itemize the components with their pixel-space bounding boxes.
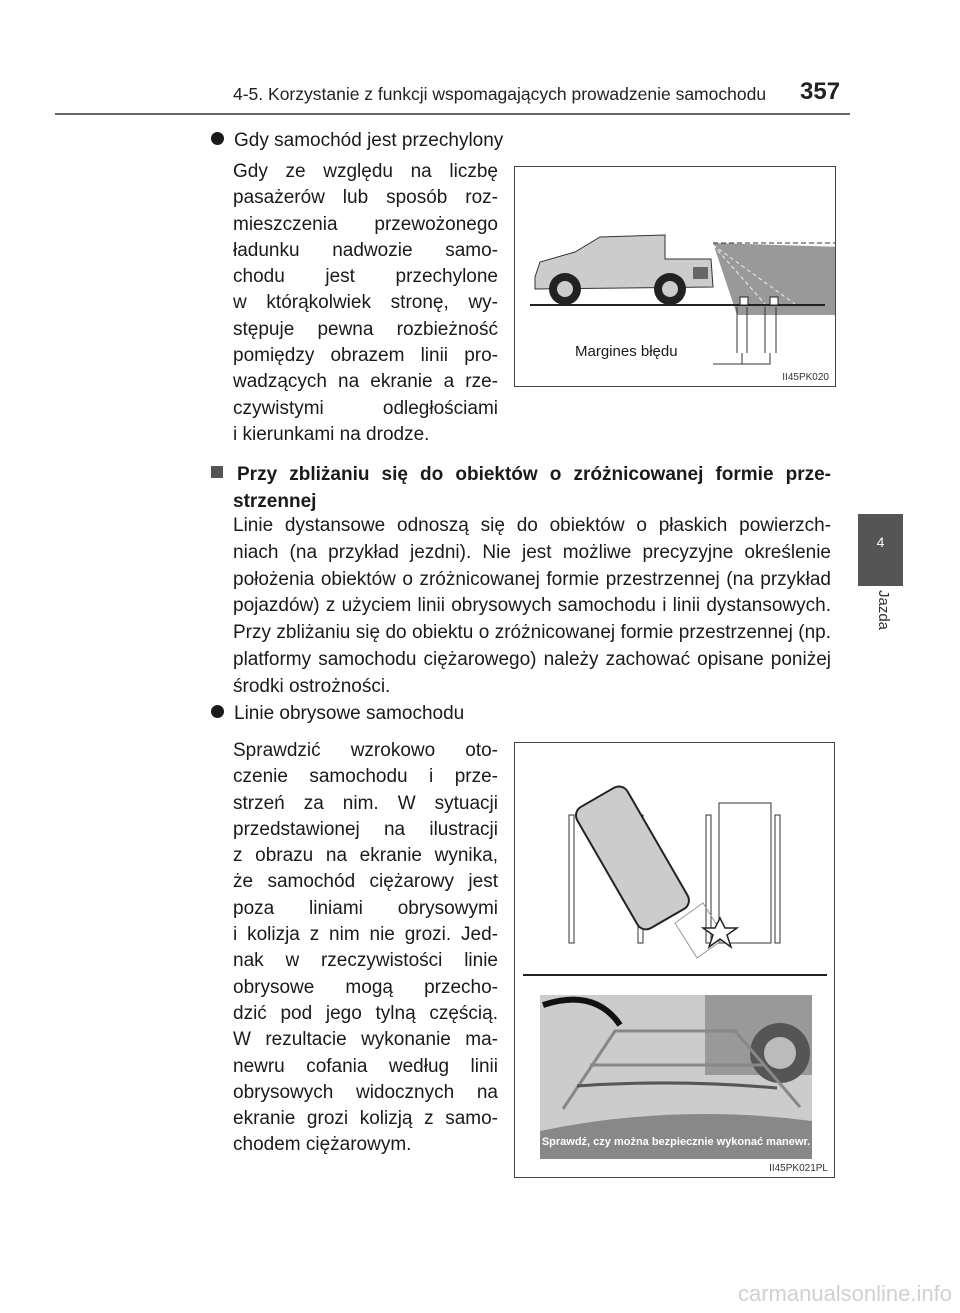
text-line: nak w rzeczywistości linie <box>233 950 498 972</box>
heading-line: Przy zbliżaniu się do obiektów o zróżnicowanej formie prze- <box>237 464 831 485</box>
text-line: przedstawionej na ilustracji <box>233 818 498 840</box>
text-line: niach (na przykład jezdni). Nie jest możliwe precyzyjne określenie <box>233 541 831 563</box>
figure-truck-collision <box>514 742 835 1178</box>
text-line: obrysowych widocznych na <box>233 1081 498 1103</box>
section-header: 4-5. Korzystanie z funkcji wspomagających prowadzenie samochodu <box>233 84 767 104</box>
text-line: pojazdów) z użyciem linii obrysowych samochodu i linii dystansowych. <box>233 595 831 617</box>
text-line: Linie dystansowe odnoszą się do obiektów o płaskich powierzch- <box>233 515 831 536</box>
text-line: chodem ciężarowym. <box>233 1134 412 1156</box>
text-line: z obrazu na ekranie wynika, <box>233 845 498 867</box>
text-line: w którąkolwiek stronę, wy- <box>233 292 498 314</box>
paragraph-tilted <box>233 159 498 448</box>
paragraph-outline-lines <box>233 738 498 1159</box>
figure-code: II45PK021PL <box>769 1163 828 1174</box>
text-line: strzeń za nim. W sytuacji <box>233 792 498 814</box>
subheading-text: Linie obrysowe samochodu <box>234 703 465 724</box>
text-line: Przy zbliżaniu się do obiektu o zróżnicowanej formie przestrzennej (np. <box>233 622 831 644</box>
subheading-outline-lines <box>211 703 464 725</box>
figure-tilted-vehicle <box>514 166 836 387</box>
text-line: newru cofania według linii <box>233 1055 498 1077</box>
text-line: wadzących na ekranie a rze- <box>233 371 498 393</box>
text-line: że samochód ciężarowy jest <box>233 871 498 893</box>
text-line: i kolizja z nim nie grozi. Jed- <box>233 924 498 946</box>
square-bullet-icon <box>211 466 223 478</box>
text-line: pasażerów lub sposób roz- <box>233 187 498 209</box>
text-line: obrysowe mogą przecho- <box>233 976 498 998</box>
page-number: 357 <box>800 78 841 105</box>
text-line: Gdy ze względu na liczbę <box>233 161 498 182</box>
heading-3d-objects <box>211 461 831 515</box>
subheading-tilted <box>211 130 503 152</box>
bullet-icon <box>211 705 224 718</box>
text-line: W rezultacie wykonanie ma- <box>233 1029 498 1051</box>
bullet-icon <box>211 132 224 145</box>
chapter-title <box>862 590 902 646</box>
text-line: położenia obiektów o zróżnicowanej formie przestrzennej (na przykład <box>233 568 831 590</box>
watermark: carmanualsonline.info <box>737 1281 952 1306</box>
text-line: mieszczenia przewożonego <box>233 213 498 235</box>
text-line: i kierunkami na drodze. <box>233 423 430 445</box>
text-line: Sprawdzić wzrokowo oto- <box>233 740 498 761</box>
figure-code: II45PK020 <box>782 372 829 383</box>
text-line: czywistymi odległościami <box>233 397 498 419</box>
chapter-number: 4 <box>876 534 885 550</box>
subheading-text: Gdy samochód jest przechylony <box>234 130 504 151</box>
parking-collision-illustration <box>515 743 834 1177</box>
paragraph-3d-objects <box>233 513 831 701</box>
text-line: poza liniami obrysowymi <box>233 897 498 919</box>
text-line: stępuje pewna rozbieżność <box>233 318 498 340</box>
chapter-tab <box>858 514 903 586</box>
text-line: dzić pod jego tylną częścią. <box>233 1002 498 1024</box>
text-line: ładunku nadwozie samo- <box>233 239 498 261</box>
chapter-title-text: Jazda <box>875 590 892 631</box>
text-line: czenie samochodu i prze- <box>233 766 498 788</box>
text-line: ekranie grozi kolizją z samo- <box>233 1108 498 1130</box>
header-divider <box>55 113 850 115</box>
error-margin-label: Margines błędu <box>575 343 678 360</box>
heading-line: strzennej <box>233 491 317 512</box>
text-line: platformy samochodu ciężarowego) należy zachować opisane poniżej <box>233 648 831 670</box>
camera-screen-message: Sprawdź, czy można bezpiecznie wykonać manewr. <box>541 1136 811 1148</box>
text-line: pomiędzy obrazem linii pro- <box>233 345 498 367</box>
text-line: chodu jest przechylone <box>233 266 498 288</box>
text-line: środki ostrożności. <box>233 675 391 697</box>
